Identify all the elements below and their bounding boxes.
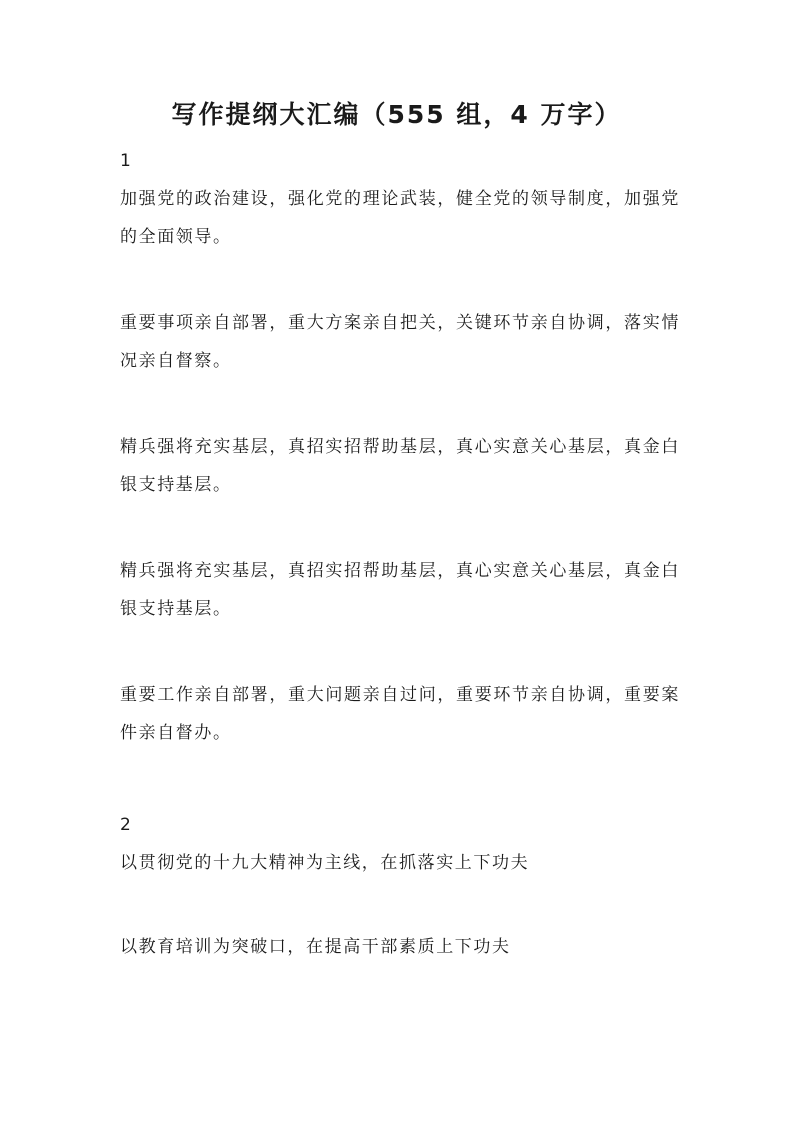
paragraph-2-2: 以教育培训为突破口，在提高干部素质上下功夫 bbox=[120, 937, 511, 957]
paragraph-2-1: 以贯彻党的十九大精神为主线，在抓落实上下功夫 bbox=[120, 853, 530, 873]
paragraph-1-3: 精兵强将充实基层，真招实招帮助基层，真心实意关心基层，真金白银支持基层。 bbox=[120, 437, 680, 495]
section-number-1: 1 bbox=[120, 151, 131, 171]
paragraph-1-2: 重要事项亲自部署，重大方案亲自把关，关键环节亲自协调，落实情况亲自督察。 bbox=[120, 313, 680, 371]
paragraph-1-5: 重要工作亲自部署，重大问题亲自过问，重要环节亲自协调，重要案件亲自督办。 bbox=[120, 685, 680, 743]
document-title: 写作提纲大汇编（555 组，4 万字） bbox=[171, 100, 622, 129]
paragraph-1-4: 精兵强将充实基层，真招实招帮助基层，真心实意关心基层，真金白银支持基层。 bbox=[120, 561, 680, 619]
paragraph-1-1: 加强党的政治建设，强化党的理论武装，健全党的领导制度，加强党的全面领导。 bbox=[120, 189, 680, 247]
section-number-2: 2 bbox=[120, 815, 131, 835]
